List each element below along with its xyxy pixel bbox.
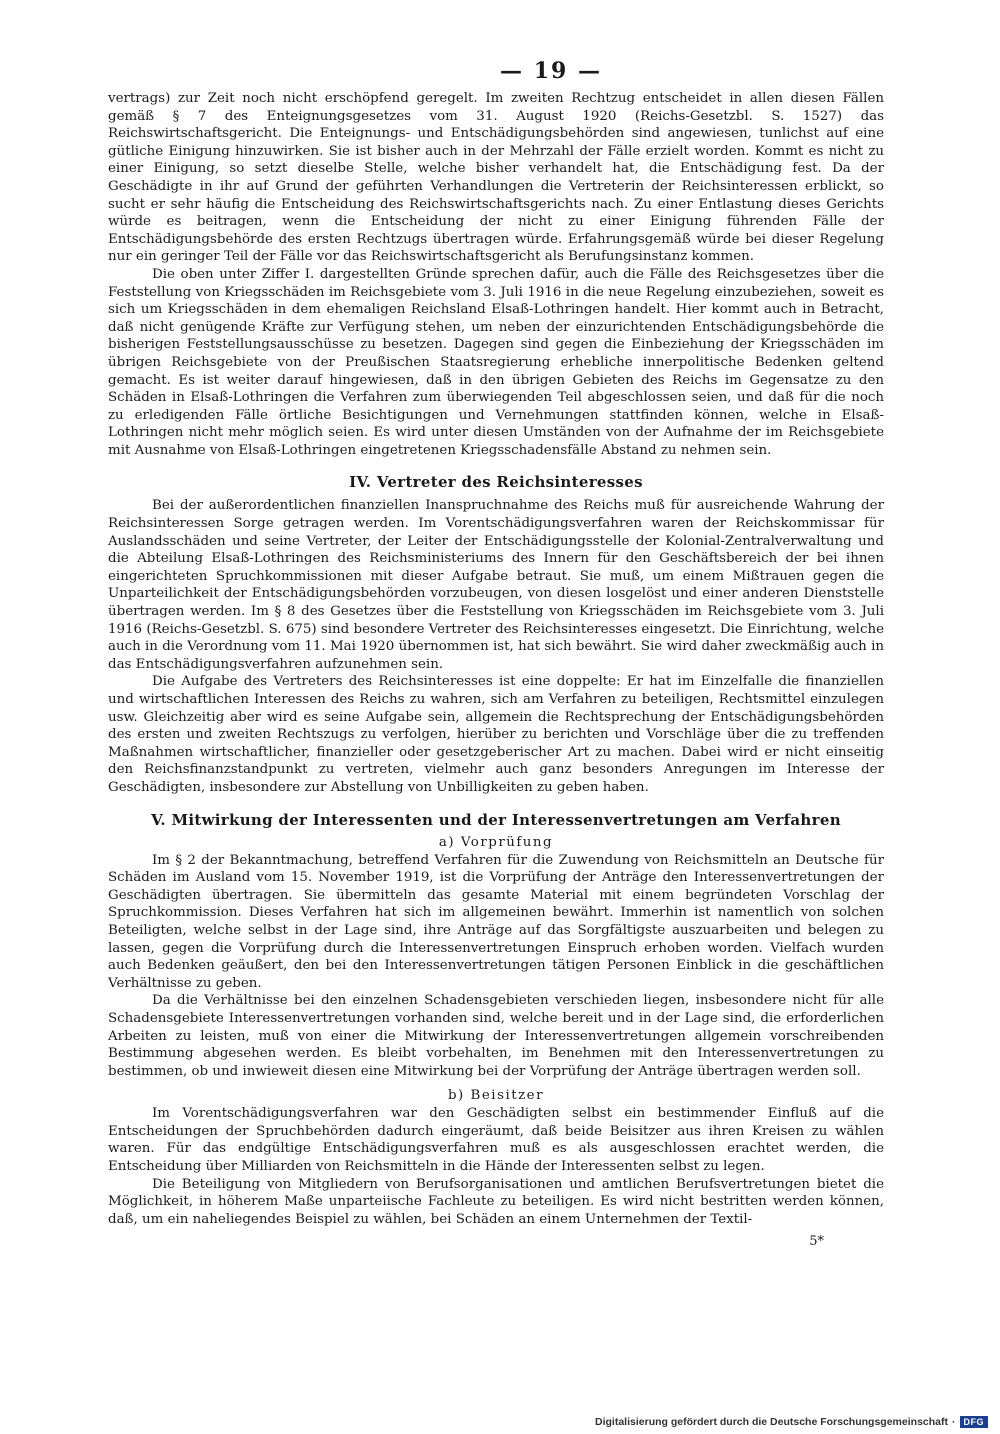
footer-separator: · bbox=[952, 1416, 956, 1428]
paragraph: Die Beteiligung von Mitgliedern von Berufsorganisationen und amtlichen Berufsvertretungen bietet die Möglichkeit, in höherem Maße unparteiische Fachleute zu beteiligen. Es wird nicht bestritten werden können, daß, um ein naheliegendes Beispiel zu wählen, bei Schäden an einem Unternehmen der Textil- bbox=[108, 1176, 884, 1227]
paragraph: vertrags) zur Zeit noch nicht erschöpfend geregelt. Im zweiten Rechtzug entscheidet in allen diesen Fällen gemäß § 7 des Enteignungsgesetzes vom 31. August 1920 (Reichs-Gesetzbl. S. 1527) das Reichswirtschaftsgericht. Die Enteignungs- und Entschädigungsbehörden sind angewiesen, tunlichst auf eine gütliche Einigung hinzuwirken. Sie ist bisher auch in der Mehrzahl der Fälle erzielt worden. Kommt es nicht zu einer Einigung, so setzt dieselbe Stelle, welche bisher verhandelt hat, die Entschädigung fest. Da der Geschädigte in ihr auf Grund der geführten Verhandlungen die Vertreterin der Reichsinteressen erblickt, so sucht er sehr häufig die Entscheidung des Reichswirtschaftsgerichts nach. Zu einer Entlastung dieses Gerichts würde es beitragen, wenn die Entscheidung der nicht zu einer Einigung führenden Fälle der Entschädigungsbehörde des ersten Rechtzugs übertragen würde. Erfahrungsgemäß würde bei dieser Regelung nur ein geringer Teil der Fälle vor das Reichswirtschaftsgericht als Berufungsinstanz kommen. bbox=[108, 91, 884, 265]
paragraph: Bei der außerordentlichen finanziellen Inanspruchnahme des Reichs muß für ausreichende Wahrung der Reichsinteressen Sorge getragen werden. Im Vorentschädigungsverfahren waren der Reichskommissar für Auslandsschäden und seine Vertreter, der Leiter der Entschädigungsstelle der Kolonial-Zentralverwaltung und die Abteilung Elsaß-Lothringen des Reichsministeriums des Innern für den Geschäftsbereich der bei ihnen eingerichteten Spruchkommissionen mit dieser Aufgabe betraut. Sie muß, um einem Mißtrauen gegen die Unparteilichkeit der Entschädigungsbehörden vorzubeugen, von diesen losgelöst und einer anderen Dienststelle übertragen werden. Im § 8 des Gesetzes über die Feststellung von Kriegsschäden im Reichsgebiete vom 3. Juli 1916 (Reichs-Gesetzbl. S. 675) sind besondere Vertreter des Reichsinteresses eingesetzt. Die Einrichtung, welche auch in die Verordnung vom 11. Mai 1920 übernommen ist, hat sich bewährt. Sie wird daher zweckmäßig auch in das Entschädigungsverfahren aufzunehmen sein. bbox=[108, 498, 884, 672]
signature-mark: 5* bbox=[809, 1234, 824, 1250]
document-page bbox=[108, 58, 884, 1249]
paragraph: Die Aufgabe des Vertreters des Reichsinteresses ist eine doppelte: Er hat im Einzelfalle die finanziellen und wirtschaftlichen Interessen des Reichs zu wahren, sich am Verfahren zu beteiligen, Rechtsmittel einzulegen usw. Gleichzeitig aber wird es seine Aufgabe sein, allgemein die Rechtsprechung der Entschädigungsbehörden des ersten und zweiten Rechtszugs zu verfolgen, hierüber zu berichten und Vorschläge über die zu treffenden Maßnahmen wirtschaftlicher, finanzieller oder gesetzgeberischer Art zu machen. Dabei wird er nicht einseitig den Reichsfinanzstandpunkt zu vertreten, vielmehr auch ganz besonders Anregungen im Interesse der Geschädigten, insbesondere zur Abstellung von Unbilligkeiten zu geben haben. bbox=[108, 674, 884, 795]
digitization-footer bbox=[595, 1416, 988, 1428]
dfg-logo: DFG bbox=[960, 1416, 989, 1428]
subsection-heading-a: a) Vorprüfung bbox=[438, 834, 554, 850]
paragraph: Im § 2 der Bekanntmachung, betreffend Verfahren für die Zuwendung von Reichsmitteln an Deutsche für Schäden im Ausland vom 15. November 1919, ist die Vorprüfung der Anträge den Interessenvertretungen der Geschädigten übertragen. Sie übermitteln das gesamte Material mit einem begründeten Vorschlag der Spruchkommission. Dieses Verfahren hat sich im allgemeinen bewährt. Immerhin ist namentlich von solchen Beteiligten, welche selbst in der Lage sind, ihre Anträge auf das Sorgfältigste auszuarbeiten und belegen zu lassen, gegen die Vorprüfung durch die Interessenvertretungen Einspruch erhoben worden. Vielfach wurden auch Bedenken geäußert, den bei den Interessenvertretungen tätigen Personen Einblick in die geschäftlichen Verhältnisse zu geben. bbox=[108, 852, 884, 991]
section-heading-v: V. Mitwirkung der Interessenten und der Interessenvertretungen am Verfahren bbox=[151, 810, 841, 829]
paragraph: Da die Verhältnisse bei den einzelnen Schadensgebieten verschieden liegen, insbesondere nicht für alle Schadensgebiete Interessenvertretungen vorhanden sind, welche bereit und in der Lage sind, die erforderlichen Arbeiten zu leisten, muß von einer die Mitwirkung der Interessenvertretungen allgemein vorschreibenden Bestimmung abgesehen werden. Es bleibt vorbehalten, im Benehmen mit den Interessenvertretungen zu bestimmen, ob und inwieweit diesen eine Mitwirkung bei der Vorprüfung der Anträge übertragen werden soll. bbox=[108, 993, 884, 1079]
page-number: — 19 — bbox=[500, 58, 602, 84]
paragraph: Im Vorentschädigungsverfahren war den Geschädigten selbst ein bestimmender Einfluß auf die Entscheidungen der Spruchbehörden dadurch eingeräumt, daß beide Beisitzer aus ihren Kreisen zu wählen waren. Für das endgültige Entschädigungsverfahren muß es als ausgeschlossen erachtet werden, die Entscheidung über Milliarden von Reichsmitteln in die Hände der Interessenten selbst zu legen. bbox=[108, 1106, 884, 1175]
paragraph: Die oben unter Ziffer I. dargestellten Gründe sprechen dafür, auch die Fälle des Reichsgesetzes über die Feststellung von Kriegsschäden im Reichsgebiete vom 3. Juli 1916 in die neue Regelung einzubeziehen, soweit es sich um Kriegsschäden in dem ehemaligen Reichsland Elsaß-Lothringen handelt. Hier kommt auch in Betracht, daß nicht genügende Kräfte zur Verfügung stehen, um neben der einzurichtenden Entschädigungsbehörde die bisherigen Feststellungsausschüsse zu besetzen. Dagegen sind gegen die Einbeziehung der Kriegsschäden im übrigen Reichsgebiete von der Preußischen Staatsregierung erhebliche innerpolitische Bedenken geltend gemacht. Es ist weiter darauf hingewiesen, daß in den übrigen Gebieten des Reichs im Gegensatze zu den Schäden in Elsaß-Lothringen die Verfahren zum überwiegenden Teil abgeschlossen seien, und daß für die noch zu erledigenden Fälle örtliche Besichtigungen und Vernehmungen stattfinden können, welche in Elsaß-Lothringen nicht mehr möglich seien. Es wird unter diesen Umständen von der Aufnahme der im Reichsgebiete mit Ausnahme von Elsaß-Lothringen eingetretenen Kriegsschadensfälle Abstand zu nehmen sein. bbox=[108, 266, 884, 458]
subsection-heading-b: b) Beisitzer bbox=[447, 1088, 545, 1104]
footer-text: Digitalisierung gefördert durch die Deutsche Forschungsgemeinschaft bbox=[595, 1416, 948, 1428]
section-heading-iv: IV. Vertreter des Reichsinteresses bbox=[349, 473, 643, 492]
